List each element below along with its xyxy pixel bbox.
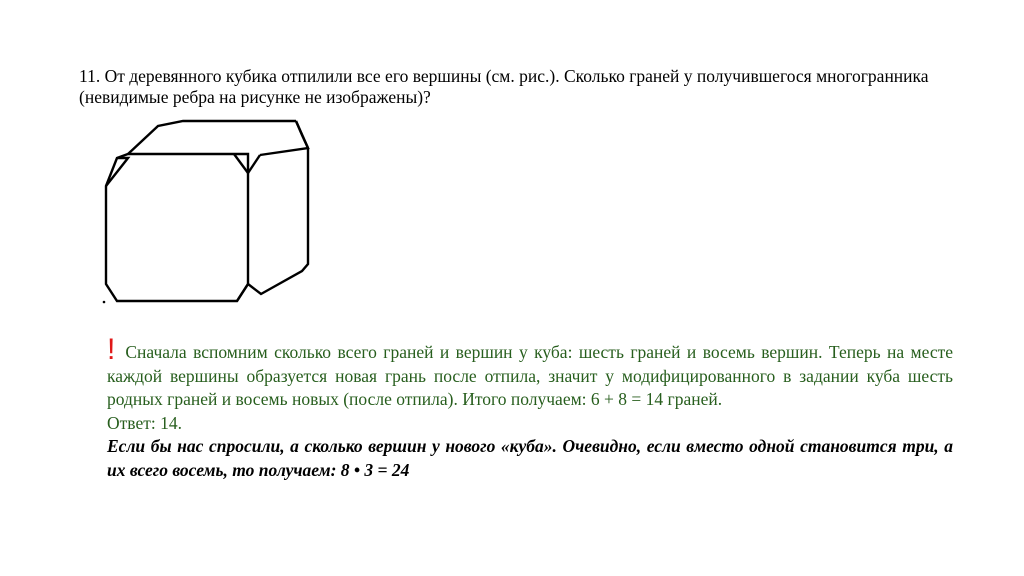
stray-dot	[103, 301, 106, 304]
truncated-cube-figure	[98, 118, 318, 308]
corner-cut-top-back-right	[260, 121, 308, 155]
problem-statement: 11. От деревянного кубика отпилили все его вершины (см. рис.). Сколько граней у получившегося многогранника (невидимые ребра на рисунке не изображены)?	[79, 66, 929, 107]
corner-cut-top-left	[106, 158, 128, 186]
corner-cut-bottom-right	[237, 284, 248, 301]
solution-block	[107, 333, 953, 482]
top-face-edge	[128, 121, 296, 154]
right-face-edge	[248, 148, 308, 294]
solution-answer: Ответ: 14.	[107, 412, 182, 433]
exclamation-icon: !	[107, 333, 116, 366]
solution-explanation-paragraph	[107, 333, 953, 412]
top-back-edge	[296, 121, 308, 148]
solution-extra: Если бы нас спросили, а сколько вершин у нового «куба». Очевидно, если вместо одной становится три, а их всего восемь, то получаем: 8 • 3 = 24	[107, 436, 953, 480]
front-face	[106, 154, 248, 301]
solution-explanation: Сначала вспомним сколько всего граней и вершин у куба: шесть граней и восемь вершин. Теперь на месте каждой вершины образуется новая грань после отпила, значит у модифицированного в задании куба шесть родных граней и восемь новых (после отпила). Итого получаем: 6 + 8 = 14 граней.	[107, 342, 953, 409]
